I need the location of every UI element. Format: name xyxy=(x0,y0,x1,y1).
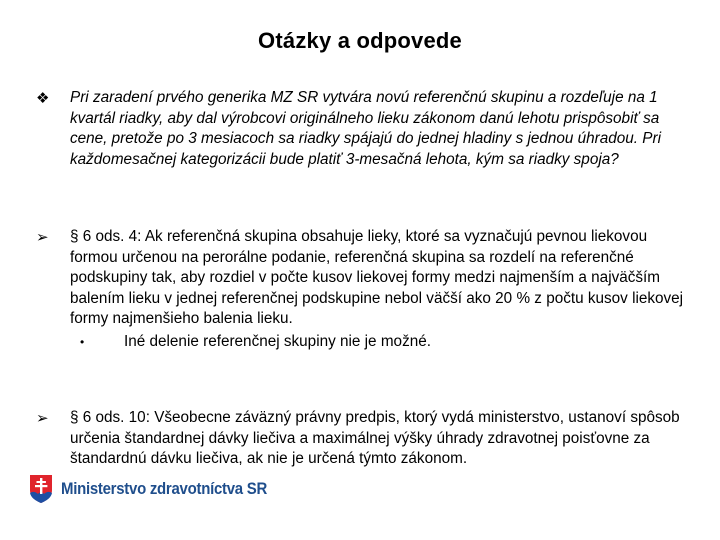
question-bullet xyxy=(36,88,686,170)
arrowhead-bullet-icon: ➢ xyxy=(36,229,49,246)
question-text: Pri zaradení prvého generika MZ SR vytvára novú referenčnú skupinu a rozdeľuje na 1 kvartál riadky, aby dal výrobcovi originálneho lieku zákonom danú lehotu prispôsobiť sa cene, pretože po 3 mesiacoch sa riadky spájajú do jednej hladiny s jednou úhradou. Pri každomesačnej kategorizácii bude platiť 3-mesačná lehota, kým sa riadky spoja? xyxy=(70,89,661,168)
sub-bullet-text: Iné delenie referenčnej skupiny nie je možné. xyxy=(124,332,431,350)
paragraph-10-text: § 6 ods. 10: Všeobecne záväzný právny predpis, ktorý vydá ministerstvo, ustanoví spôsob určenia štandardnej dávky liečiva a maximálnej výšky úhrady zdravotnej poisťovne za štandardnú dávku liečiva, ak nie je určená týmto zákonom. xyxy=(70,409,680,467)
ministry-name: Ministerstvo zdravotníctva SR xyxy=(61,479,268,498)
ministry-logo xyxy=(29,474,295,504)
answer-bullet-paragraph-4 xyxy=(36,227,686,352)
diamond-cluster-bullet-icon: ❖ xyxy=(36,90,50,107)
arrowhead-bullet-icon: ➢ xyxy=(36,410,49,427)
slovak-coat-of-arms-icon xyxy=(29,474,53,504)
slide-title: Otázky a odpovede xyxy=(258,28,462,53)
answer-bullet-paragraph-10 xyxy=(36,408,686,470)
dot-bullet-icon: • xyxy=(80,334,85,349)
sub-bullet xyxy=(80,332,686,353)
paragraph-4-text: § 6 ods. 4: Ak referenčná skupina obsahuje lieky, ktoré sa vyznačujú pevnou liekovou formou určenou na perorálne podanie, referenčná skupina sa rozdelí na referenčné podskupiny tak, aby rozdiel v počte kusov liekovej formy medzi najmenším a najväčším balením lieku v jednej referenčnej podskupine nebol väčší ako 20 % z počtu kusov liekovej formy najmenšieho balenia lieku. xyxy=(70,228,684,327)
